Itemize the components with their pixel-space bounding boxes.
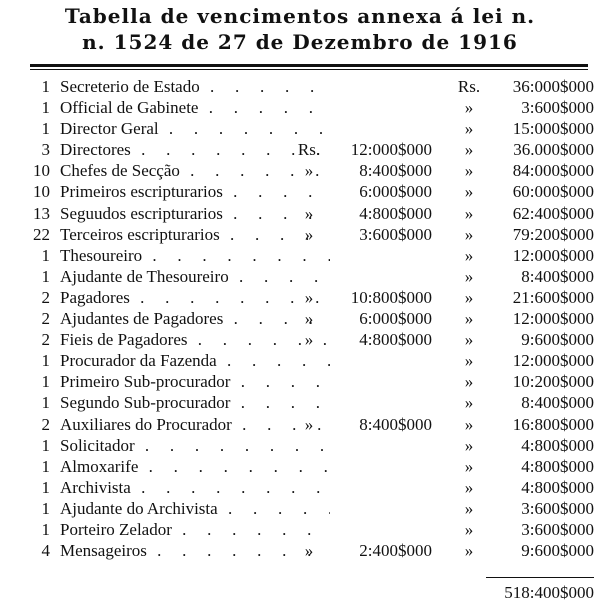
row-position-title [60, 181, 330, 202]
row-quantity: 1 [41, 393, 50, 413]
row-unit-prefix: » [304, 414, 314, 434]
row-quantity: 2 [41, 287, 50, 307]
row-position-title [60, 477, 330, 498]
table-row [0, 97, 600, 118]
row-total-salary: 4:800$000 [521, 435, 594, 455]
row-position-title-text: Terceiros escripturarios [60, 225, 224, 244]
row-position-title-text: Mensageiros [60, 541, 151, 560]
row-total-prefix: » [464, 372, 474, 392]
row-total-salary: 36:000$000 [512, 77, 594, 96]
row-total-prefix: » [464, 266, 474, 286]
row-total-prefix: » [464, 98, 474, 118]
row-position-title-text: Ajudante de Thesoureiro [60, 267, 233, 286]
row-position-title [60, 371, 330, 392]
row-unit-prefix: Rs. [297, 140, 321, 160]
row-unit-prefix: » [304, 203, 314, 223]
row-quantity: 22 [33, 224, 50, 244]
row-position-title-text: Secreterio de Estado [60, 77, 204, 96]
row-quantity: 4 [41, 541, 50, 561]
row-total-prefix: » [464, 182, 474, 202]
row-total-prefix: » [464, 287, 474, 307]
row-total-prefix: Rs. [457, 77, 481, 96]
row-position-title-text: Thesoureiro [60, 246, 146, 265]
row-unit-salary: 8:400$000 [359, 161, 432, 181]
row-unit-prefix: » [304, 224, 314, 244]
row-position-title [60, 498, 330, 519]
row-total-salary: 4:800$000 [521, 456, 594, 476]
table-row [0, 308, 600, 329]
row-quantity: 10 [33, 182, 50, 202]
row-unit-salary: 10:800$000 [350, 287, 432, 307]
table-row [0, 245, 600, 266]
row-total-prefix: » [464, 203, 474, 223]
row-position-title [60, 118, 330, 139]
row-position-title-text: Porteiro Zelador [60, 520, 176, 539]
row-unit-salary: 12:000$000 [350, 140, 432, 160]
row-quantity: 1 [41, 119, 50, 139]
table-row [0, 181, 600, 202]
row-quantity: 1 [41, 498, 50, 518]
row-quantity: 10 [33, 161, 50, 181]
row-position-title [60, 350, 330, 371]
row-total-prefix: » [464, 351, 474, 371]
row-total-salary: 3:600$000 [521, 498, 594, 518]
row-quantity: 1 [41, 77, 50, 96]
header-rule-thin [30, 69, 588, 70]
row-unit-prefix: » [304, 541, 314, 561]
row-position-title [60, 139, 330, 160]
row-position-title-text: Procurador da Fazenda [60, 351, 221, 370]
row-position-title [60, 540, 330, 561]
row-position-title-text: Seguudos escripturarios [60, 204, 227, 223]
row-position-title-text: Segundo Sub-procurador [60, 393, 234, 412]
row-total-salary: 10:200$000 [512, 372, 594, 392]
header-rule-thick [30, 64, 588, 67]
table-row [0, 477, 600, 498]
row-position-title-text: Auxiliares do Procurador [60, 415, 236, 434]
row-position-title-text: Almoxarife [60, 457, 142, 476]
table-row [0, 329, 600, 350]
row-total-salary: 12:000$000 [512, 309, 594, 329]
row-quantity: 3 [41, 140, 50, 160]
table-row [0, 498, 600, 519]
salary-table [0, 76, 600, 561]
table-row [0, 456, 600, 477]
row-position-title [60, 456, 330, 477]
row-total-salary: 9:600$000 [521, 330, 594, 350]
row-total-prefix: » [464, 393, 474, 413]
row-total-prefix: » [464, 477, 474, 497]
row-unit-salary: 2:400$000 [359, 541, 432, 561]
row-total-prefix: » [464, 119, 474, 139]
grand-total: 518:400$000 [504, 583, 594, 602]
table-row [0, 350, 600, 371]
row-position-title [60, 160, 330, 181]
row-quantity: 1 [41, 98, 50, 118]
row-total-prefix: » [464, 519, 474, 539]
row-position-title [60, 97, 330, 118]
row-quantity: 2 [41, 309, 50, 329]
table-row [0, 435, 600, 456]
row-total-salary: 60:000$000 [512, 182, 594, 202]
row-position-title [60, 519, 330, 540]
table-title-line-1: Tabella de vencimentos annexa á lei n. [64, 4, 536, 28]
row-total-salary: 84:000$000 [512, 161, 594, 181]
row-total-salary: 62:400$000 [512, 203, 594, 223]
row-unit-prefix: » [304, 330, 314, 350]
row-position-title [60, 414, 330, 435]
table-row [0, 224, 600, 245]
row-position-title [60, 308, 330, 329]
table-row [0, 266, 600, 287]
row-position-title-text: Primeiro Sub-procurador [60, 372, 234, 391]
row-total-prefix: » [464, 498, 474, 518]
row-total-salary: 3:600$000 [521, 98, 594, 118]
row-unit-salary: 4:800$000 [359, 330, 432, 350]
row-quantity: 1 [41, 351, 50, 371]
row-total-salary: 79:200$000 [512, 224, 594, 244]
row-position-title [60, 329, 330, 350]
row-position-title [60, 266, 330, 287]
row-position-title [60, 287, 330, 308]
row-quantity: 2 [41, 330, 50, 350]
row-quantity: 1 [41, 435, 50, 455]
row-total-prefix: » [464, 435, 474, 455]
row-unit-prefix: » [304, 287, 314, 307]
row-position-title-text: Ajudantes de Pagadores [60, 309, 227, 328]
table-row [0, 139, 600, 160]
table-title-line-2: n. 1524 de 27 de Dezembro de 1916 [82, 30, 518, 54]
row-position-title-text: Pagadores [60, 288, 134, 307]
row-unit-prefix: » [304, 161, 314, 181]
table-row [0, 392, 600, 413]
row-quantity: 1 [41, 519, 50, 539]
row-quantity: 1 [41, 456, 50, 476]
row-total-prefix: » [464, 161, 474, 181]
row-unit-prefix: » [304, 309, 314, 329]
row-unit-salary: 6:000$000 [359, 309, 432, 329]
row-unit-salary: 4:800$000 [359, 203, 432, 223]
row-unit-salary: 3:600$000 [359, 224, 432, 244]
row-total-prefix: » [464, 309, 474, 329]
row-position-title-text: Solicitador [60, 436, 139, 455]
row-total-prefix: » [464, 541, 474, 561]
table-row [0, 76, 600, 97]
row-position-title [60, 392, 330, 413]
row-total-prefix: » [464, 456, 474, 476]
row-quantity: 1 [41, 477, 50, 497]
row-position-title [60, 245, 330, 266]
row-position-title-text: Ajudante do Archivista [60, 499, 222, 518]
table-row [0, 160, 600, 181]
row-position-title-text: Archivista [60, 478, 135, 497]
sum-rule [486, 577, 594, 578]
row-position-title [60, 76, 330, 97]
row-total-salary: 8:400$000 [521, 266, 594, 286]
row-quantity: 2 [41, 414, 50, 434]
row-total-salary: 3:600$000 [521, 519, 594, 539]
row-quantity: 13 [33, 203, 50, 223]
table-row [0, 519, 600, 540]
row-quantity: 1 [41, 266, 50, 286]
row-total-salary: 36.000$000 [513, 140, 594, 160]
table-row [0, 118, 600, 139]
row-total-salary: 16:800$000 [512, 414, 594, 434]
row-total-salary: 9:600$000 [521, 541, 594, 561]
row-position-title-text: Directores [60, 140, 135, 159]
table-row [0, 540, 600, 561]
row-total-salary: 8:400$000 [521, 393, 594, 413]
row-total-salary: 12:000$000 [512, 245, 594, 265]
row-position-title-text: Primeiros escripturarios [60, 182, 227, 201]
row-position-title [60, 203, 330, 224]
row-position-title [60, 435, 330, 456]
row-quantity: 1 [41, 245, 50, 265]
row-total-prefix: » [464, 140, 474, 160]
row-total-prefix: » [464, 330, 474, 350]
row-total-prefix: » [464, 245, 474, 265]
row-position-title-text: Fieis de Pagadores [60, 330, 191, 349]
row-unit-salary: 8:400$000 [359, 414, 432, 434]
table-row [0, 287, 600, 308]
row-total-salary: 21:600$000 [512, 287, 594, 307]
row-total-salary: 12:000$000 [512, 351, 594, 371]
row-position-title-text: Director Geral [60, 119, 163, 138]
row-total-prefix: » [464, 224, 474, 244]
table-row [0, 371, 600, 392]
table-row [0, 203, 600, 224]
row-total-salary: 4:800$000 [521, 477, 594, 497]
row-total-salary: 15:000$000 [512, 119, 594, 139]
row-total-prefix: » [464, 414, 474, 434]
row-position-title [60, 224, 330, 245]
table-row [0, 414, 600, 435]
row-position-title-text: Chefes de Secção [60, 161, 184, 180]
row-quantity: 1 [41, 372, 50, 392]
row-position-title-text: Official de Gabinete [60, 98, 202, 117]
row-unit-salary: 6:000$000 [359, 182, 432, 202]
